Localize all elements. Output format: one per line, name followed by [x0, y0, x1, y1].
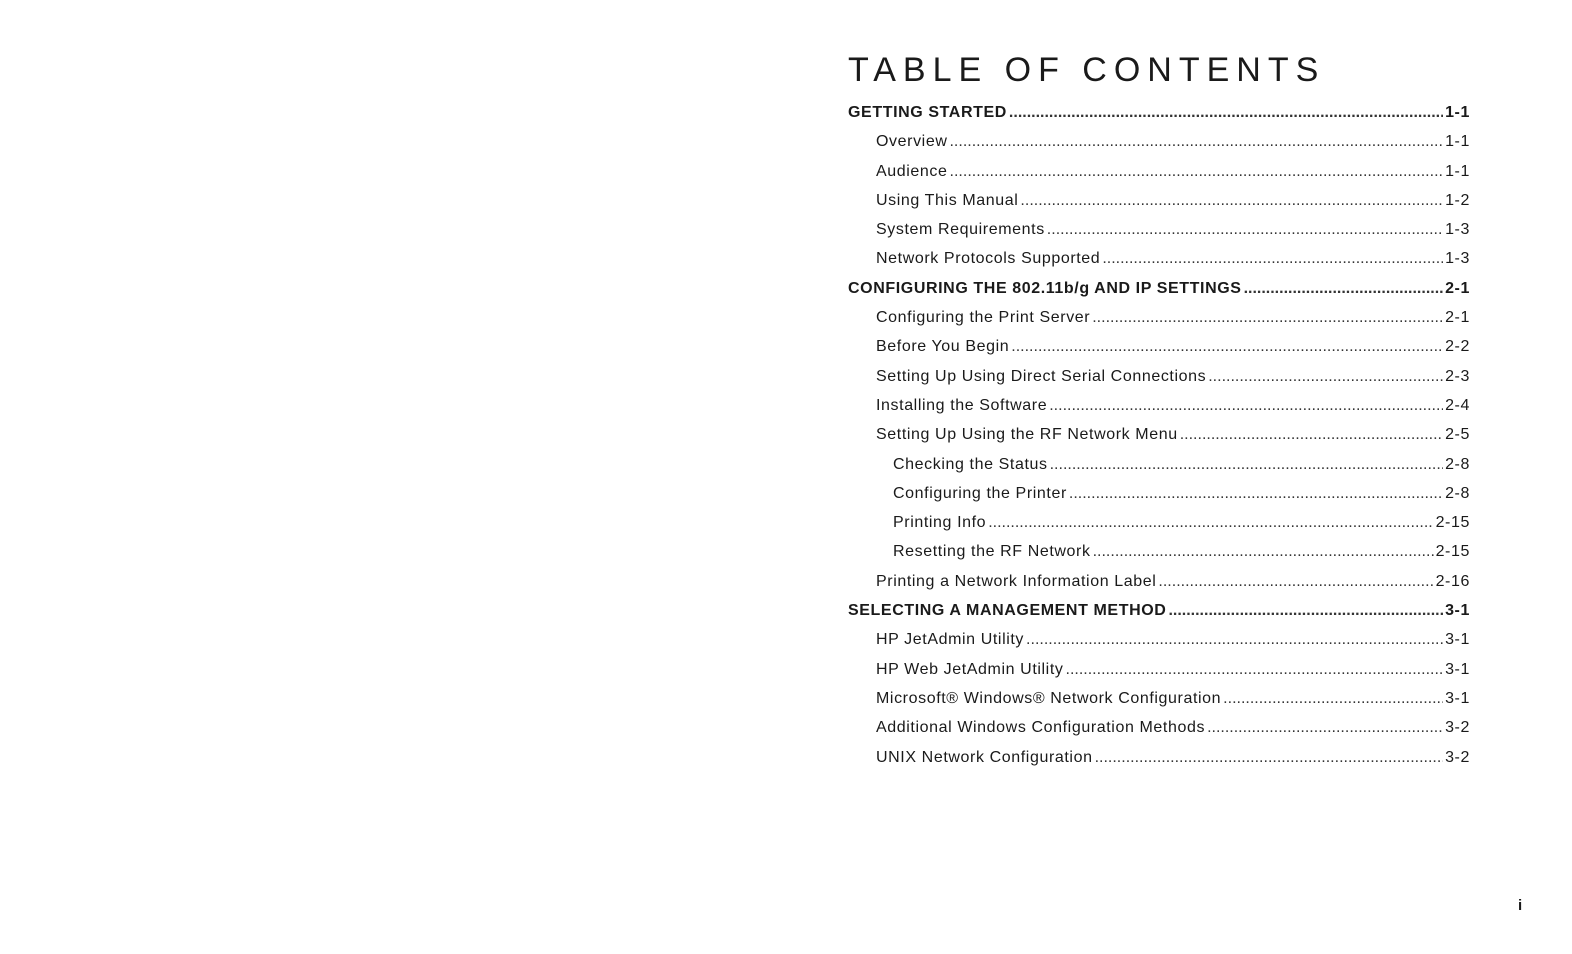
toc-entry[interactable] — [848, 426, 1470, 455]
toc-entry-page: 1-2 — [1445, 191, 1470, 209]
toc-entry-label: Using This Manual — [876, 191, 1019, 209]
page-title: TABLE OF CONTENTS — [848, 51, 1326, 89]
toc-entry-page: 2-16 — [1435, 572, 1470, 590]
toc-entry-label: Configuring the Print Server — [876, 309, 1091, 327]
toc-entry-label: GETTING STARTED — [848, 104, 1007, 121]
toc-entry-page: 1-3 — [1445, 221, 1470, 239]
toc-entry-label: Network Protocols Supported — [876, 250, 1101, 268]
dot-leader — [1049, 397, 1443, 415]
toc-entry-label: Checking the Status — [893, 455, 1048, 473]
toc-entry-page: 2-1 — [1445, 309, 1470, 327]
dot-leader — [1009, 104, 1443, 122]
toc-entry-label: HP JetAdmin Utility — [876, 631, 1025, 649]
toc-entry-page: 2-8 — [1445, 484, 1470, 502]
toc-entry-label: UNIX Network Configuration — [876, 748, 1093, 766]
toc-entry-page: 1-1 — [1445, 162, 1470, 180]
toc-entry-label: Microsoft® Windows® Network Configuration — [876, 689, 1222, 707]
toc-entry[interactable] — [848, 309, 1470, 338]
toc-section-entry[interactable] — [848, 280, 1470, 309]
toc-list — [848, 104, 1470, 778]
toc-entry-label: Setting Up Using the RF Network Menu — [876, 426, 1178, 444]
toc-entry-page: 2-8 — [1445, 455, 1470, 473]
dot-leader — [1207, 719, 1443, 737]
dot-leader — [1092, 309, 1443, 327]
dot-leader — [1244, 280, 1444, 298]
toc-entry-label: Printing a Network Information Label — [876, 572, 1157, 590]
toc-entry-label: SELECTING A MANAGEMENT METHOD — [848, 602, 1167, 620]
dot-leader — [1095, 749, 1443, 767]
toc-entry-page: 3-1 — [1445, 660, 1470, 678]
toc-entry-page: 1-1 — [1445, 133, 1470, 151]
toc-entry-page: 2-5 — [1445, 426, 1470, 444]
toc-entry-page: 3-1 — [1445, 631, 1470, 649]
toc-entry-label: System Requirements — [876, 221, 1045, 239]
toc-section-entry[interactable] — [848, 602, 1470, 631]
toc-entry-page: 2-3 — [1445, 367, 1470, 385]
dot-leader — [1020, 192, 1443, 210]
toc-entry-page: 3-1 — [1445, 689, 1470, 707]
toc-entry[interactable] — [848, 485, 1470, 514]
dot-leader — [1168, 602, 1443, 620]
dot-leader — [1223, 690, 1443, 708]
toc-entry-page: 2-1 — [1445, 279, 1470, 297]
toc-entry[interactable] — [848, 338, 1470, 367]
dot-leader — [1069, 485, 1443, 503]
toc-entry-page: 1-1 — [1445, 104, 1470, 121]
toc-entry-page: 2-4 — [1445, 396, 1470, 414]
toc-entry-label: CONFIGURING THE 802.11b/g AND IP SETTINGS — [848, 279, 1242, 297]
dot-leader — [1050, 456, 1443, 474]
toc-entry-page: 3-2 — [1445, 748, 1470, 766]
dot-leader — [1102, 250, 1443, 268]
toc-entry[interactable] — [848, 250, 1470, 279]
toc-entry-label: Configuring the Printer — [893, 484, 1067, 502]
dot-leader — [1208, 368, 1443, 386]
dot-leader — [1066, 661, 1444, 679]
toc-section-entry[interactable] — [848, 104, 1470, 133]
toc-entry-label: Resetting the RF Network — [893, 543, 1091, 561]
toc-entry-label: Setting Up Using Direct Serial Connections — [876, 367, 1207, 385]
toc-entry-label: Audience — [876, 162, 948, 180]
toc-entry-label: Before You Begin — [876, 338, 1010, 356]
toc-entry[interactable] — [848, 221, 1470, 250]
toc-entry[interactable] — [848, 133, 1470, 162]
dot-leader — [1047, 221, 1443, 239]
toc-entry[interactable] — [848, 192, 1470, 221]
toc-entry-page: 2-15 — [1435, 543, 1470, 561]
toc-entry-page: 3-2 — [1445, 719, 1470, 737]
toc-entry[interactable] — [848, 397, 1470, 426]
toc-entry[interactable] — [848, 368, 1470, 397]
toc-entry-page: 2-15 — [1435, 514, 1470, 532]
toc-entry-label: Additional Windows Configuration Methods — [876, 719, 1206, 737]
dot-leader — [1093, 543, 1434, 561]
toc-entry[interactable] — [848, 719, 1470, 748]
toc-entry-label: HP Web JetAdmin Utility — [876, 660, 1064, 678]
toc-entry[interactable] — [848, 690, 1470, 719]
toc-entry-page: 1-3 — [1445, 250, 1470, 268]
dot-leader — [949, 133, 1443, 151]
dot-leader — [1026, 631, 1443, 649]
page-number: i — [1518, 897, 1523, 914]
toc-entry[interactable] — [848, 163, 1470, 192]
dot-leader — [988, 514, 1433, 532]
toc-entry[interactable] — [848, 749, 1470, 778]
table-of-contents — [848, 50, 1470, 778]
toc-entry-label: Overview — [876, 133, 948, 151]
dot-leader — [1180, 426, 1443, 444]
toc-entry[interactable] — [848, 514, 1470, 543]
toc-entry-page: 3-1 — [1445, 602, 1470, 620]
toc-entry[interactable] — [848, 456, 1470, 485]
dot-leader — [950, 163, 1444, 181]
toc-entry[interactable] — [848, 573, 1470, 602]
toc-entry[interactable] — [848, 543, 1470, 572]
toc-entry[interactable] — [848, 661, 1470, 690]
dot-leader — [1011, 338, 1443, 356]
toc-entry-page: 2-2 — [1445, 338, 1470, 356]
toc-entry[interactable] — [848, 631, 1470, 660]
dot-leader — [1158, 573, 1433, 591]
toc-entry-label: Printing Info — [893, 514, 987, 532]
toc-entry-label: Installing the Software — [876, 396, 1048, 414]
